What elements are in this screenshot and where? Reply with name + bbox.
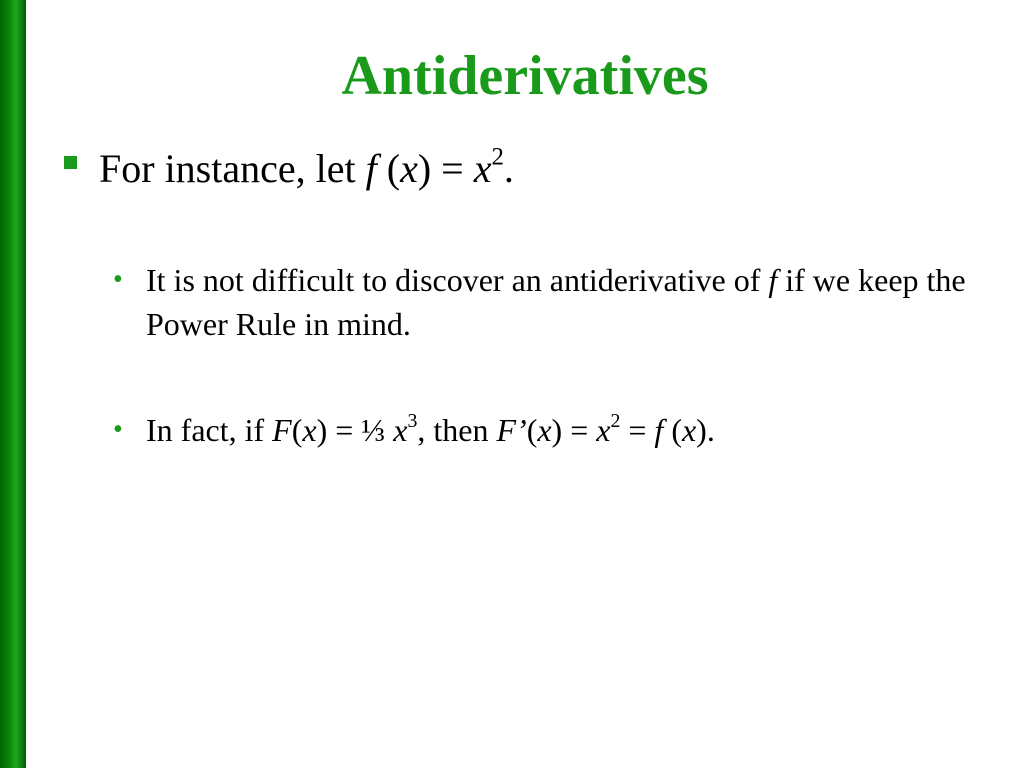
bullet2-part: if we keep the Power Rule in mind. xyxy=(146,262,966,342)
bullet3-x: x xyxy=(596,412,611,448)
bullet2-f: f xyxy=(768,262,778,298)
bullet3-part: ). xyxy=(696,412,715,448)
bullet1-x: x xyxy=(400,146,418,191)
bullet3-x: x xyxy=(537,412,552,448)
bullet3-Fprime: F’ xyxy=(496,412,527,448)
bullet3-part: In fact, if xyxy=(146,412,273,448)
bullet3-part: = xyxy=(620,412,655,448)
dot-bullet-icon: • xyxy=(113,264,123,295)
bullet-level1 xyxy=(64,143,514,192)
bullet3-exponent: 2 xyxy=(610,410,621,433)
bullet3-F: F xyxy=(272,412,292,448)
bullet1-part: . xyxy=(503,146,514,191)
bullet3-x: x xyxy=(302,412,317,448)
left-accent-bar xyxy=(0,0,26,768)
bullet3-x: x xyxy=(393,412,408,448)
bullet1-text xyxy=(99,143,514,191)
square-bullet-icon xyxy=(64,156,77,169)
bullet3-text xyxy=(146,408,993,452)
bullet3-part: ( xyxy=(526,412,538,448)
bullet3-x: x xyxy=(681,412,697,448)
bullet-level2 xyxy=(113,258,993,346)
bullet1-part: ) = xyxy=(417,146,474,191)
bullet1-f: f xyxy=(365,146,377,191)
bullet2-text xyxy=(146,258,993,346)
bullet1-part: For instance, let xyxy=(99,146,366,191)
bullet3-exponent: 3 xyxy=(407,410,418,433)
bullet3-part: ) = ⅓ xyxy=(316,412,394,448)
bullet2-part: It is not difficult to discover an antiderivative of xyxy=(146,262,769,298)
bullet1-part: ( xyxy=(376,146,401,191)
bullet1-exponent: 2 xyxy=(491,143,504,171)
bullet3-part: ( xyxy=(291,412,303,448)
slide-title: Antiderivatives xyxy=(341,45,709,107)
bullet3-part: , then xyxy=(417,412,497,448)
bullet3-part: ) = xyxy=(551,412,597,448)
bullet-level2 xyxy=(113,408,993,452)
bullet3-part: ( xyxy=(663,412,682,448)
dot-bullet-icon: • xyxy=(113,414,123,445)
bullet1-x: x xyxy=(473,146,492,191)
bullet3-f: f xyxy=(654,412,664,448)
